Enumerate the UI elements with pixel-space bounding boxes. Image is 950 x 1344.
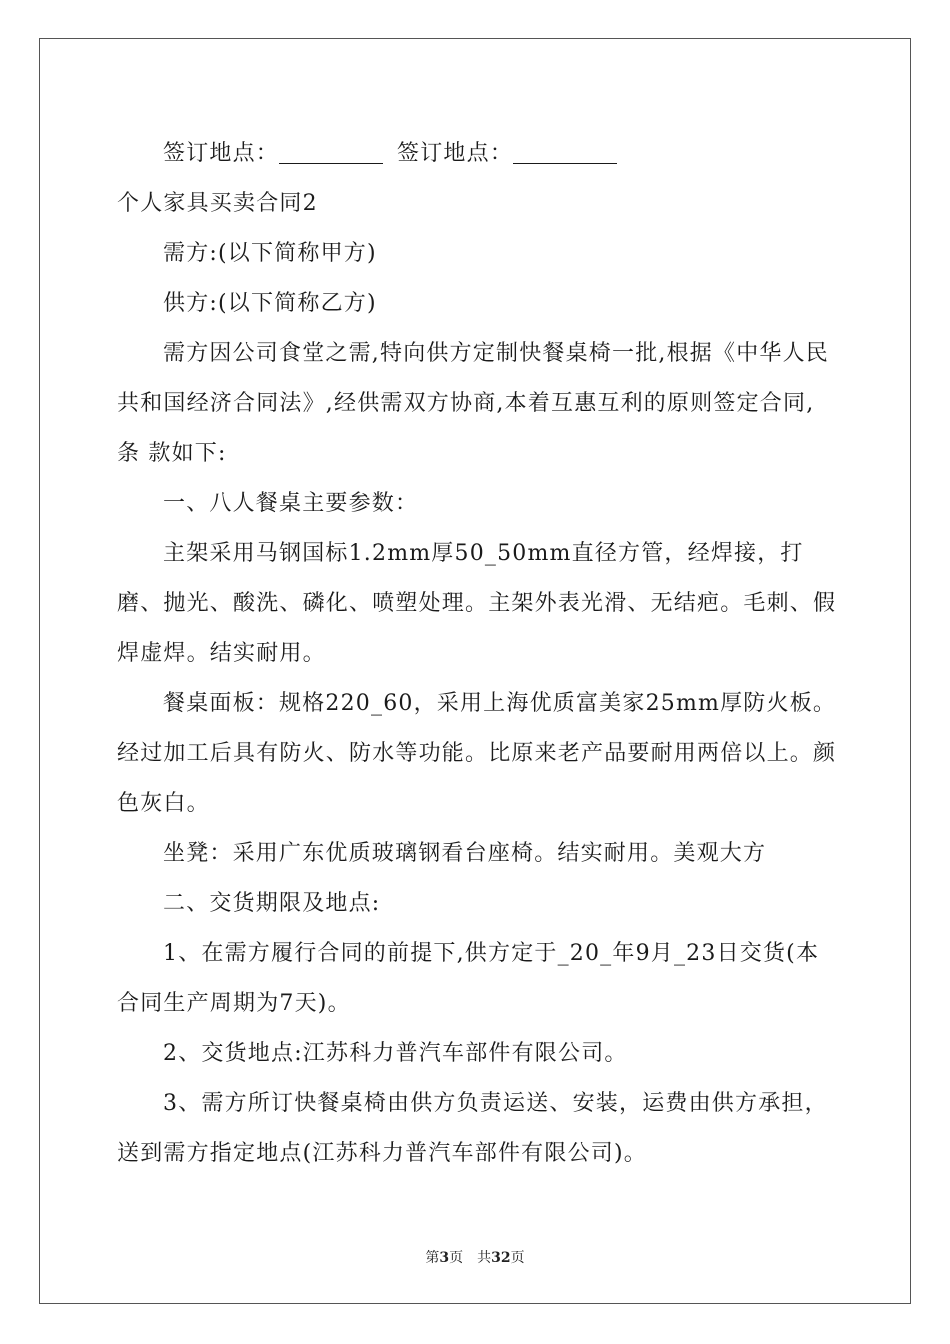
- signing-location-row: [117, 129, 837, 179]
- paragraph-delivery-location: 2、交货地点:江苏科力普汽车部件有限公司。: [163, 1041, 628, 1066]
- paragraph-stool-spec: 坐凳：采用广东优质玻璃钢看台座椅。结实耐用。美观大方: [163, 841, 767, 866]
- signing-location-blank-a: [279, 141, 383, 164]
- paragraph-preamble: 需方因公司食堂之需,特向供方定制快餐桌椅一批,根据《中华人民共和国经济合同法》,经供需双方协商,本着互惠互利的原则签定合同,条 款如下:: [117, 341, 829, 466]
- paragraph-delivery-date: 1、在需方履行合同的前提下,供方定于_20_年9月_23日交货(本合同生产周期为7天)。: [117, 941, 820, 1016]
- footer-total-suffix: 页: [510, 1250, 525, 1266]
- paragraph-tabletop-spec: 餐桌面板：规格220_60，采用上海优质富美家25mm厚防火板。经过加工后具有防火、防水等功能。比原来老产品要耐用两倍以上。颜色灰白。: [117, 691, 837, 816]
- paragraph-seller: 供方:(以下简称乙方): [163, 291, 377, 316]
- signing-location-label-a: 签订地点：: [163, 141, 280, 166]
- section-heading-table-params: 一、八人餐桌主要参数：: [163, 491, 419, 516]
- contract-title: 个人家具买卖合同2: [117, 191, 318, 216]
- page-footer: [0, 1247, 950, 1267]
- paragraph-transport: 3、需方所订快餐桌椅由供方负责运送、安装，运费由供方承担，送到需方指定地点(江苏科力普汽车部件有限公司)。: [117, 1091, 828, 1166]
- signing-location-label-b: 签订地点：: [397, 141, 514, 166]
- current-page-number: 3: [439, 1250, 450, 1266]
- total-pages-number: 32: [491, 1250, 511, 1266]
- paragraph-frame-spec: 主架采用马钢国标1.2mm厚50_50mm直径方管，经焊接，打磨、抛光、酸洗、磷化、喷塑处理。主架外表光滑、无结疤。毛刺、假焊虚焊。结实耐用。: [117, 541, 837, 666]
- document-body: [117, 129, 837, 1179]
- footer-page-suffix: 页: [449, 1250, 464, 1266]
- section-heading-delivery: 二、交货期限及地点:: [163, 891, 381, 916]
- footer-prefix: 第: [425, 1250, 440, 1266]
- paragraph-buyer: 需方:(以下简称甲方): [163, 241, 377, 266]
- signing-location-blank-b: [513, 141, 617, 164]
- footer-total-prefix: 共: [477, 1250, 492, 1266]
